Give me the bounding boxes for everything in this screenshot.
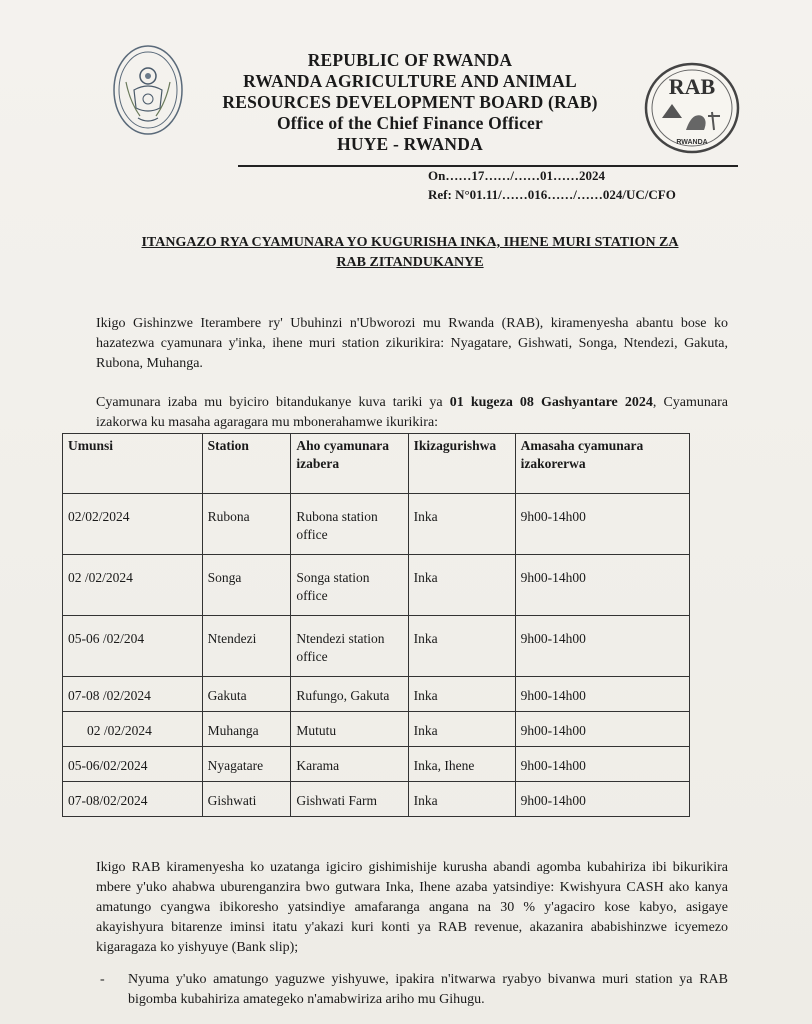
header-office: Office of the Chief Finance Officer [276, 113, 543, 133]
cell-date: 07-08/02/2024 [63, 782, 203, 817]
letterhead [200, 50, 620, 155]
cell-item: Inka [408, 616, 515, 677]
cell-station: Rubona [202, 494, 291, 555]
cell-hours: 9h00-14h00 [515, 494, 689, 555]
cell-date: 02 /02/2024 [63, 712, 203, 747]
cell-station: Gakuta [202, 677, 291, 712]
bullet-text: Nyuma y'uko amatungo yaguzwe yishyuwe, ipakira n'itwarwa ryabyo bivanwa muri station ya RAB bigomba kubahiriza amategeko n'amabwiriza ariho mu Gihugu. [128, 972, 728, 1007]
table-header-row [63, 434, 690, 494]
cell-location: Rufungo, Gakuta [291, 677, 408, 712]
cell-date: 05-06/02/2024 [63, 747, 203, 782]
header-location: HUYE - RWANDA [337, 134, 483, 154]
cell-date: 02 /02/2024 [63, 555, 203, 616]
header-agency-line2: RESOURCES DEVELOPMENT BOARD (RAB) [222, 92, 598, 112]
date-line: On……17……/……01……2024 [428, 168, 605, 183]
notice-title [100, 233, 720, 273]
rab-logo-subtext: RWANDA [676, 139, 708, 146]
cell-hours: 9h00-14h00 [515, 782, 689, 817]
cell-date: 07-08 /02/2024 [63, 677, 203, 712]
cell-hours: 9h00-14h00 [515, 712, 689, 747]
cell-location: Mututu [291, 712, 408, 747]
cell-station: Songa [202, 555, 291, 616]
cell-location: Songa station office [291, 555, 408, 616]
cell-location: Rubona station office [291, 494, 408, 555]
cell-item: Inka, Ihene [408, 747, 515, 782]
header-station: Station [202, 434, 291, 494]
schedule-text-c: , Cyamunara izakorwa ku masaha agaragara mu mbonerahamwe ikurikira: [96, 395, 728, 430]
rab-logo-text: RAB [668, 74, 716, 99]
cell-location: Karama [291, 747, 408, 782]
notice-title-line1: ITANGAZO RYA CYAMUNARA YO KUGURISHA INKA, IHENE MURI STATION ZA [141, 235, 679, 250]
cell-date: 05-06 /02/204 [63, 616, 203, 677]
cell-item: Inka [408, 494, 515, 555]
table-row [63, 677, 690, 712]
cell-location: Ntendezi station office [291, 616, 408, 677]
bullet-marker: - [100, 972, 105, 987]
header-hours: Amasaha cyamunara izakorerwa [515, 434, 689, 494]
header-country: REPUBLIC OF RWANDA [307, 50, 513, 70]
header-umunsi: Umunsi [63, 434, 203, 494]
cell-station: Ntendezi [202, 616, 291, 677]
cell-station: Muhanga [202, 712, 291, 747]
rwanda-coat-of-arms-seal [110, 42, 186, 138]
table-row [63, 494, 690, 555]
cell-item: Inka [408, 677, 515, 712]
cell-hours: 9h00-14h00 [515, 747, 689, 782]
header-location: Aho cyamunara izabera [291, 434, 408, 494]
rab-logo [642, 60, 742, 156]
conditions-paragraph: Ikigo RAB kiramenyesha ko uzatanga igiciro gishimishije kurusha abandi agomba kubahiriza ibi bikurikira mbere y'uko ahabwa uburenganzira bwo gutwara Inka, Ihene azaba yatsindiye: Kwishyura CASH ako kanya amatungo cyangwa ibikoresho yatsindiye amafaranga angana na 30 % y'agaciro kose kabyo, asigaye akayishyura bitarenze iminsi itatu y'akazi kuri konti ya RAB revenue, akazanira ababishinzwe icyemezo kigaragaza ko yishyuye (Bank slip); [96, 860, 728, 955]
table-row [63, 616, 690, 677]
cell-item: Inka [408, 555, 515, 616]
table-row [63, 747, 690, 782]
cell-hours: 9h00-14h00 [515, 555, 689, 616]
cell-station: Nyagatare [202, 747, 291, 782]
cell-item: Inka [408, 712, 515, 747]
intro-paragraph: Ikigo Gishinzwe Iterambere ry' Ubuhinzi n'Ubworozi mu Rwanda (RAB), kiramenyesha abantu bose ko hazatezwa cyamunara y'inka, ihene muri station zikurikira: Nyagatare, Gishwati, Songa, Ntendezi, Gakuta, Rubona, Muhanga. [96, 316, 728, 371]
cell-location: Gishwati Farm [291, 782, 408, 817]
auction-schedule-table [62, 433, 690, 817]
schedule-paragraph [96, 393, 728, 433]
cell-date: 02/02/2024 [63, 494, 203, 555]
table-row [63, 555, 690, 616]
schedule-dates: 01 kugeza 08 Gashyantare 2024 [449, 395, 653, 410]
cell-station: Gishwati [202, 782, 291, 817]
schedule-text-a: Cyamunara izaba mu byiciro bitandukanye kuva tariki ya [96, 395, 450, 410]
header-agency-line1: RWANDA AGRICULTURE AND ANIMAL [243, 71, 577, 91]
cell-hours: 9h00-14h00 [515, 616, 689, 677]
header-item: Ikizagurishwa [408, 434, 515, 494]
table-row [63, 782, 690, 817]
reference-line: Ref: N°01.11/……016……/……024/UC/CFO [428, 187, 676, 202]
cell-item: Inka [408, 782, 515, 817]
cell-hours: 9h00-14h00 [515, 677, 689, 712]
table-row [63, 712, 690, 747]
letter-meta [428, 166, 676, 204]
notice-title-line2: RAB ZITANDUKANYE [336, 255, 484, 270]
